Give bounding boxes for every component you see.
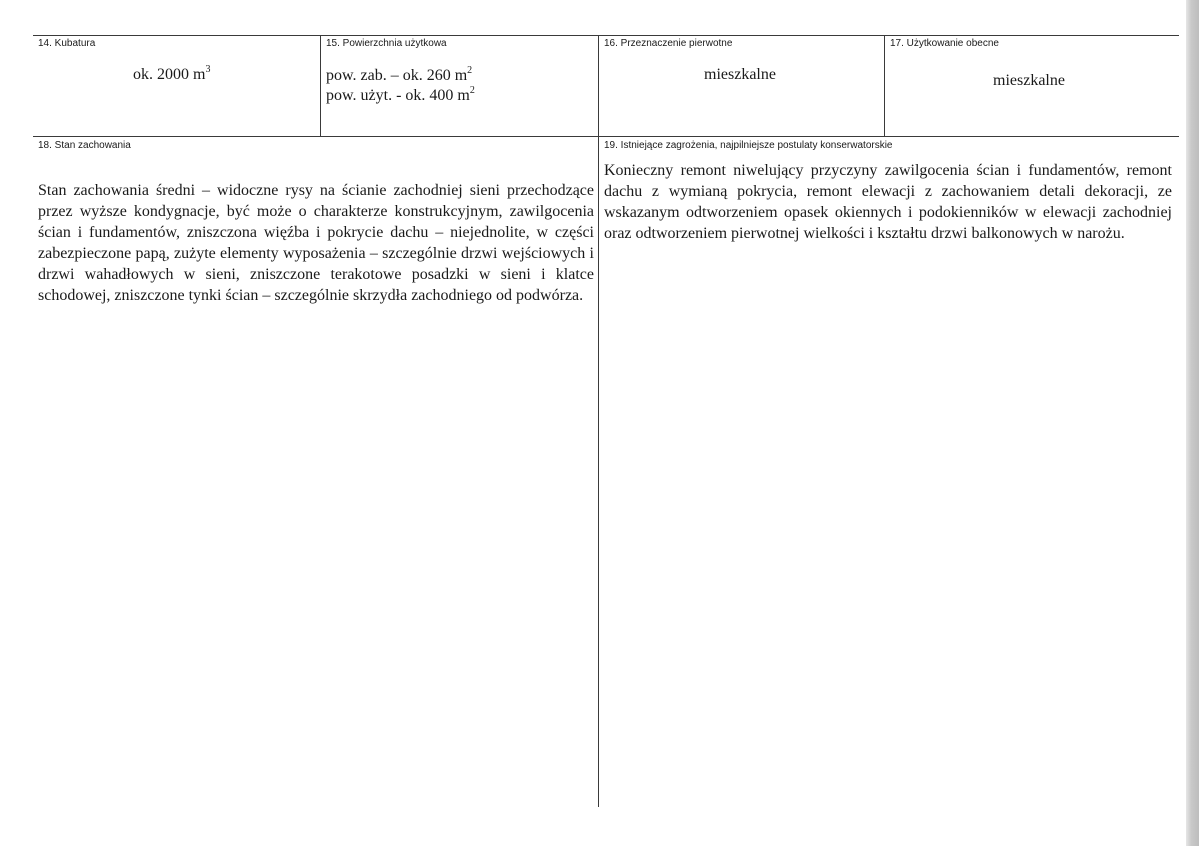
- kubatura-unit-exponent: 3: [205, 64, 211, 75]
- powierzchnia-uzytkowa-text: pow. użyt. - ok. 400 m: [326, 87, 470, 104]
- powierzchnia-zabudowy: [326, 66, 472, 85]
- scan-edge-shadow: [1186, 0, 1199, 846]
- divider-16-17: [884, 35, 885, 137]
- kubatura-value-text: ok. 2000 m: [133, 66, 206, 83]
- top-border-line: [33, 35, 1179, 36]
- powierzchnia-uzytkowa-exponent: 2: [469, 85, 475, 96]
- uzytkowanie-value: mieszkalne: [993, 72, 1065, 89]
- przeznaczenie-value: mieszkalne: [704, 66, 776, 83]
- divider-14-15: [320, 35, 321, 137]
- uzytkowanie-label: 17. Użytkowanie obecne: [890, 38, 999, 49]
- powierzchnia-zabudowy-exponent: 2: [467, 65, 473, 76]
- kubatura-label: 14. Kubatura: [38, 38, 96, 49]
- middle-border-line: [33, 136, 1179, 137]
- powierzchnia-label: 15. Powierzchnia użytkowa: [326, 38, 447, 49]
- zagrozenia-text: Konieczny remont niwelujący przyczyny zawilgocenia ścian i fundamentów, remont dachu z wymianą pokrycia, remont elewacji z zachowaniem detali dekoracji, ze wskazanym odtworzeniem opasek okiennych i podokienników w elewacji zachodniej oraz odtworzeniem pierwotnej wielkości i kształtu drzwi balkonowych w narożu.: [604, 162, 1172, 242]
- divider-center: [598, 35, 599, 807]
- powierzchnia-uzytkowa: [326, 86, 475, 105]
- powierzchnia-zabudowy-text: pow. zab. – ok. 260 m: [326, 67, 468, 84]
- stan-zachowania-label: 18. Stan zachowania: [38, 140, 131, 151]
- zagrozenia-label: 19. Istniejące zagrożenia, najpilniejsze postulaty konserwatorskie: [604, 140, 893, 151]
- stan-zachowania-text: Stan zachowania średni – widoczne rysy na ścianie zachodniej sieni przechodzące przez wyższe kondygnacje, być może o charakterze konstrukcyjnym, zawilgocenia ścian i fundamentów, zniszczona więźba i pokrycie dachu – niejednolite, w części zabezpieczone papą, zużyte elementy wyposażenia – szczególnie drzwi wejściowych i drzwi wahadłowych w sieni, zniszczone terakotowe posadzki w sieni i klatce schodowej, zniszczone tynki ścian – szczególnie skrzydła zachodniego od podwórza.: [38, 182, 594, 304]
- przeznaczenie-label: 16. Przeznaczenie pierwotne: [604, 38, 733, 49]
- kubatura-value: [133, 65, 210, 84]
